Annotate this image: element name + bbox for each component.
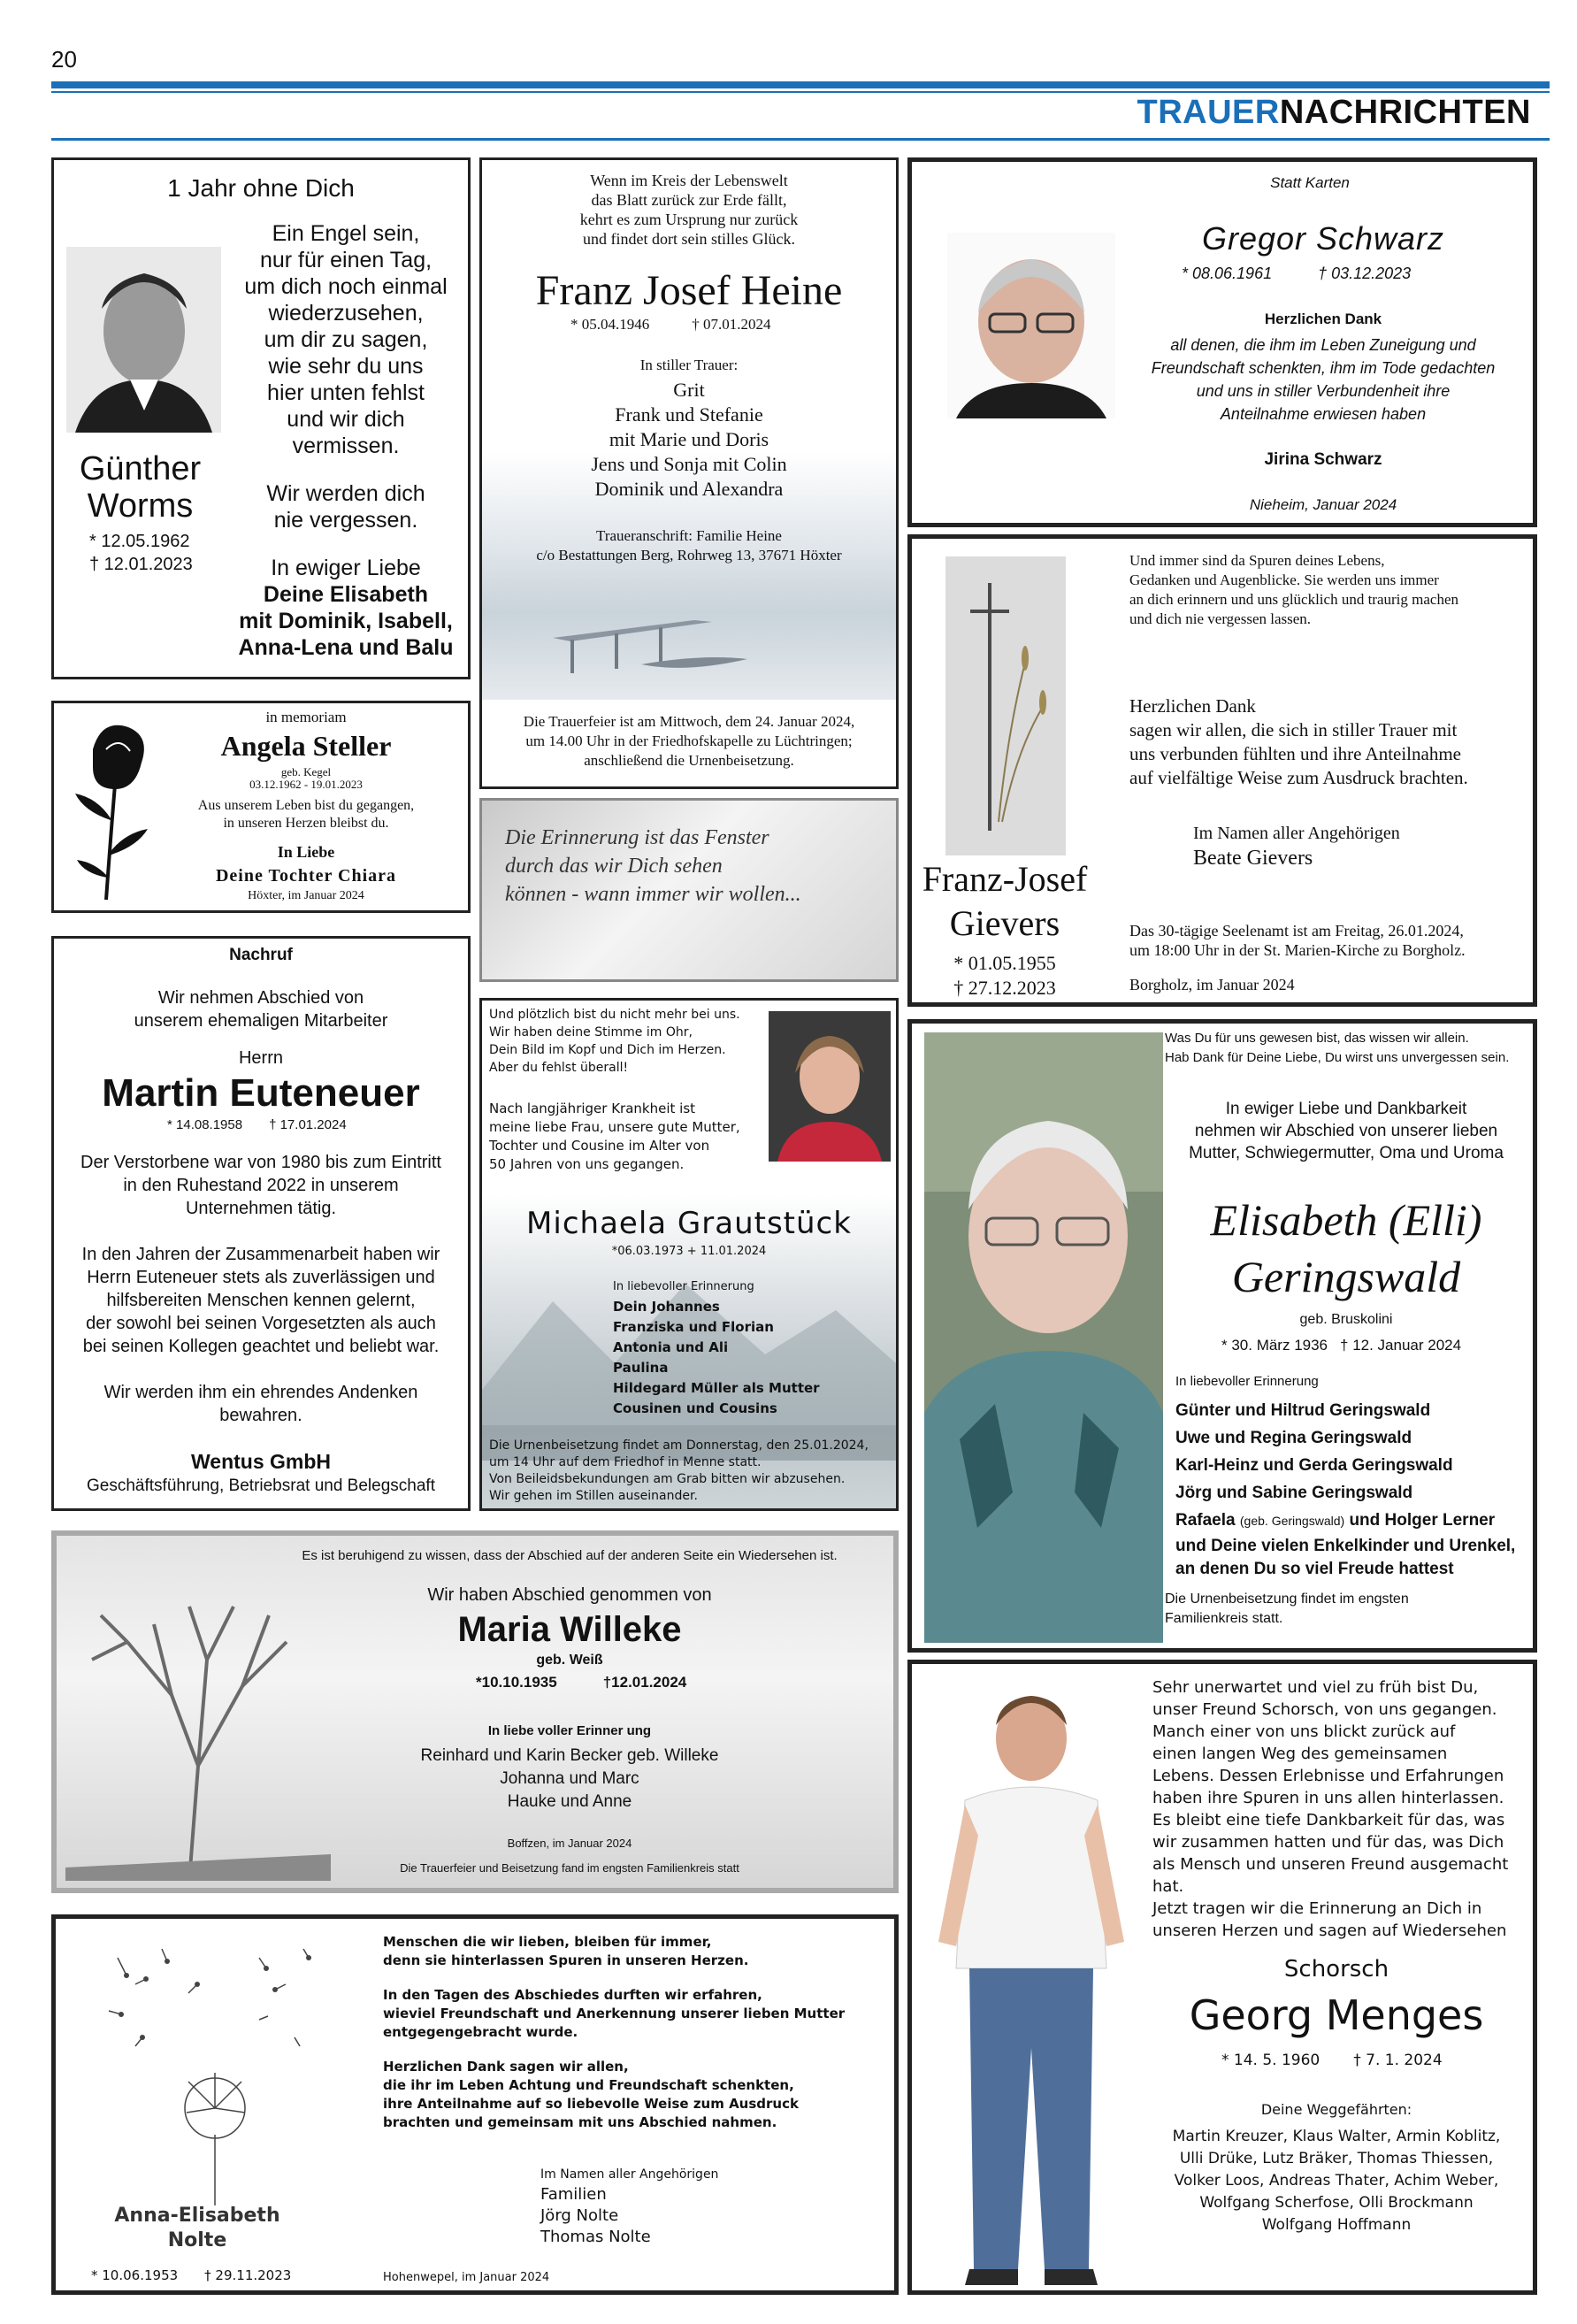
menges-names-line: Wolfgang Hoffmann [1261,2216,1412,2234]
euteneuer-company: Wentus GmbH [190,1450,332,1473]
geringswald-intro-line: Mutter, Schwiegermutter, Oma und Uroma [1189,1144,1504,1162]
nolte-text-line: brachten und gemeinsam mit uns Abschied nahmen. [383,2114,777,2130]
notice-nolte [51,1914,899,2295]
nolte-born: * 10.06.1953 [91,2267,179,2283]
menges-names-line: Volker Loos, Andreas Thater, Achim Weber, [1174,2172,1499,2190]
schwarz-dates [1182,265,1411,283]
grautstueck-text-line: Tochter und Cousine im Alter von [489,1138,710,1154]
grautstueck-text-line: Und plötzlich bist du nicht mehr bei uns. [489,1008,740,1022]
geringswald-photo [924,1032,1163,1643]
grautstueck-text-line: Wir haben deine Stimme im Ohr, [489,1025,693,1039]
menges-text-line: haben ihre Spuren in uns allen hinterlassen. [1152,1789,1504,1807]
nolte-died: † 29.11.2023 [204,2267,292,2283]
geringswald-burial-line: Die Urnenbeisetzung findet im engsten [1165,1592,1409,1607]
grautstueck-photo [769,1011,891,1162]
gievers-text-line: uns verbunden fühlten und ihre Anteilnahme [1129,743,1461,764]
notice-geringswald [907,1019,1537,1653]
menges-text-line: Jetzt tragen wir die Erinnerung an Dich in [1152,1899,1482,1918]
header-rule-bottom [51,138,1550,141]
schwarz-text-line: Anteilnahme erwiesen haben [1220,405,1427,423]
schwarz-died: † 03.12.2023 [1318,265,1412,282]
euteneuer-body-line: bei seinen Kollegen geachtet und beliebt war. [82,1337,440,1356]
heine-born: * 05.04.1946 [570,316,650,333]
worms-poem-line: um dich noch einmal [244,274,448,299]
heine-address-line: Traueranschrift: Familie Heine [596,527,782,544]
willeke-intro: Wir haben Abschied genommen von [427,1585,712,1605]
gievers-born: * 01.05.1955 [953,952,1056,974]
gievers-text-line: sagen wir allen, die sich in stiller Trauer mit [1129,719,1458,740]
nolte-text-line: wieviel Freundschaft und Anerkennung unserer lieben Mutter [383,2006,846,2021]
geringswald-closing: an denen Du so viel Freude hattest [1175,1560,1454,1578]
grautstueck-family-line: Dein Johannes [613,1299,720,1315]
nolte-text-line: Menschen die wir lieben, bleiben für immer, [383,1934,712,1950]
heine-mourning: In stiller Trauer: [639,357,739,373]
worms-died: † 12.01.2023 [89,555,193,574]
worms-poem-line: wiederzusehen, [268,301,424,326]
euteneuer-body [54,1151,468,1427]
worms-poem-line: wie sehr du uns [268,354,424,379]
menges-text-line: hat. [1152,1877,1184,1896]
notice-heine [479,157,899,789]
menges-text-line: Manch einer von uns blickt zurück auf [1152,1722,1456,1741]
header-rule-thin [51,91,1550,93]
nolte-text-line: die ihr im Leben Achtung und Freundschaft schenkten, [383,2077,794,2093]
schwarz-text-line: all denen, die ihm im Leben Zuneigung und [1170,336,1476,354]
worms-born: * 12.05.1962 [89,532,190,551]
gievers-text-line: an dich erinnern und uns glücklich und traurig machen [1129,591,1458,608]
geringswald-burial-line: Familienkreis statt. [1165,1611,1283,1626]
willeke-memory: In liebe voller Erinner ung [487,1723,652,1738]
euteneuer-body-line: In den Jahren der Zusammenarbeit haben wir [81,1245,440,1264]
nolte-family-line: Thomas Nolte [540,2228,651,2246]
willeke-nee: geb. Weiß [536,1653,603,1668]
grautstueck-text-line: Nach langjähriger Krankheit ist [489,1101,696,1116]
grautstueck-text-line: 50 Jahren von uns gegangen. [489,1156,685,1172]
gievers-mass-line: um 18:00 Uhr in der St. Marien-Kirche zu Borgholz. [1129,941,1466,959]
geringswald-family-line: Uwe und Regina Geringswald [1175,1429,1412,1447]
willeke-ceremony: Die Trauerfeier und Beisetzung fand im engsten Familienkreis statt [400,1861,739,1875]
quote-line: durch das wir Dich sehen [505,855,723,878]
worms-name [54,450,226,525]
notice-menges [907,1660,1537,2295]
schwarz-top: Statt Karten [1270,174,1350,191]
geringswald-name [1165,1192,1527,1305]
worms-love: In ewiger Liebe [271,556,421,580]
notice-euteneuer [51,936,471,1511]
quote-line: Die Erinnerung ist das Fenster [505,826,769,849]
euteneuer-intro-line: unserem ehemaligen Mitarbeiter [134,1011,388,1031]
gievers-on-behalf: Im Namen aller Angehörigen [1193,824,1400,843]
willeke-place: Boffzen, im Januar 2024 [507,1837,632,1850]
grautstueck-family-line: Franziska und Florian [613,1319,774,1335]
nolte-family-line: Jörg Nolte [540,2206,619,2225]
heine-jetty-image [482,567,896,700]
heine-ceremony-line: Die Trauerfeier ist am Mittwoch, dem 24. Januar 2024, [523,713,855,730]
section-title-part1: TRAUER [1137,94,1280,131]
geringswald-family [1175,1397,1515,1581]
euteneuer-body-line: der sowohl bei seinen Vorgesetzten als auch [86,1314,436,1333]
heine-address [482,526,896,565]
menges-text-line: wir zusammen hatten und für das, was Dich [1152,1833,1504,1852]
grautstueck-text-line: Dein Bild im Kopf und Dich im Herzen. [489,1043,726,1057]
euteneuer-signers: Geschäftsführung, Betriebsrat und Belegschaft [87,1476,435,1495]
euteneuer-header: Nachruf [229,946,293,964]
schwarz-text [1115,334,1531,426]
worms-poem-line: Wir werden dich [266,481,425,506]
worms-poem-line: vermissen. [292,433,400,458]
notice-worms [51,157,471,679]
grautstueck-family-block [613,1277,820,1419]
worms-header: 1 Jahr ohne Dich [167,174,355,202]
worms-poem-line: hier unten fehlst [267,380,425,405]
nolte-text-line: In den Tagen des Abschiedes durften wir erfahren, [383,1987,762,2003]
nolte-text-line: entgegengebracht wurde. [383,2024,578,2040]
nolte-on-behalf: Im Namen aller Angehörigen [540,2167,719,2182]
geringswald-family-line [1175,1507,1515,1535]
heine-address-line: c/o Bestattungen Berg, Rohrweg 13, 37671 Höxter [536,547,842,564]
grautstueck-name: Michaela Grautstück [526,1206,852,1241]
nolte-name [109,2204,286,2253]
menges-names-line: Wolfgang Scherfose, Olli Brockmann [1199,2194,1474,2212]
schwarz-place: Nieheim, Januar 2024 [1249,496,1397,513]
geringswald-family-line: Günter und Hiltrud Geringswald [1175,1401,1431,1420]
nolte-place: Hohenwepel, im Januar 2024 [383,2271,550,2284]
gievers-last: Gievers [949,903,1060,943]
geringswald-intro-line: nehmen wir Abschied von unserer lieben [1194,1122,1498,1140]
notice-quote [479,798,899,982]
heine-ceremony [482,712,896,771]
gievers-text-line: Und immer sind da Spuren deines Lebens, [1129,552,1385,569]
steller-dates: 03.12.1962 - 19.01.2023 [249,778,363,791]
geringswald-nee: geb. Bruskolini [1299,1312,1393,1327]
menges-names-line: Martin Kreuzer, Klaus Walter, Armin Koblitz, [1172,2128,1501,2145]
grautstueck-text2 [489,1100,740,1174]
gievers-died: † 27.12.2023 [953,977,1056,999]
section-title [1137,94,1531,132]
euteneuer-title: Herrn [238,1048,283,1068]
grautstueck-text-line: Aber du fehlst überall! [489,1061,629,1075]
grautstueck-family-line: Hildegard Müller als Mutter [613,1380,820,1396]
euteneuer-dates [167,1117,347,1132]
worms-poem-line: nie vergessen. [273,508,418,533]
heine-dates [570,316,771,334]
grautstueck-text1 [489,1006,740,1077]
section-title-part2: NACHRICHTEN [1279,94,1531,131]
grautstueck-burial-line: Wir gehen im Stillen auseinander. [489,1489,698,1503]
worms-poem-line: Ein Engel sein, [272,221,420,246]
menges-name: Georg Menges [1189,1991,1484,2039]
gievers-text1 [1129,551,1458,629]
euteneuer-name: Martin Euteneuer [102,1071,420,1115]
nolte-last: Nolte [167,2229,227,2251]
willeke-died: †12.01.2024 [602,1674,687,1691]
notice-gievers [907,534,1537,1007]
steller-text-line: Aus unserem Leben bist du gegangen, [197,798,415,813]
worms-signer: mit Dominik, Isabell, [239,609,453,633]
gievers-mass-line: Das 30-tägige Seelenamt ist am Freitag, 26.01.2024, [1129,922,1464,940]
geringswald-burial [1165,1590,1409,1629]
nolte-first: Anna-Elisabeth [114,2205,280,2227]
grautstueck-burial-line: Von Beileidsbekundungen am Grab bitten wir abzusehen. [489,1472,846,1486]
geringswald-family-line: Jörg und Sabine Geringswald [1175,1484,1413,1502]
euteneuer-intro [54,986,468,1032]
notice-schwarz [907,157,1537,527]
header-rule [51,81,1550,88]
willeke-name: Maria Willeke [457,1610,682,1649]
schwarz-text-line: und uns in stiller Verbundenheit ihre [1196,382,1451,400]
menges-nick: Schorsch [1283,1956,1389,1983]
menges-text-line: als Mensch und unseren Freund ausgemacht [1152,1855,1509,1874]
willeke-top: Es ist beruhigend zu wissen, dass der Abschied auf der anderen Seite ein Wiedersehen ist. [302,1548,838,1563]
grautstueck-family-line: Cousinen und Cousins [613,1400,777,1416]
steller-text-line: in unseren Herzen bleibst du. [223,816,389,831]
menges-names [1142,2126,1531,2236]
geringswald-born: * 30. März 1936 [1221,1337,1328,1354]
steller-signer: Deine Tochter Chiara [215,866,397,886]
geringswald-top [1165,1029,1509,1068]
notice-willeke [51,1530,899,1893]
grautstueck-memory: In liebevoller Erinnerung [613,1280,754,1293]
nolte-text-line: Herzlichen Dank sagen wir allen, [383,2059,629,2075]
worms-signer: Anna-Lena und Balu [238,635,454,660]
grautstueck-family-line: Antonia und Ali [613,1339,729,1355]
steller-nee: geb. Kegel [280,765,332,779]
quote-line: können - wann immer wir wollen... [505,883,801,906]
willeke-family-line: Hauke und Anne [507,1792,632,1811]
heine-poem-line: das Blatt zurück zur Erde fällt, [591,191,787,209]
euteneuer-body-line: Unternehmen tätig. [185,1199,337,1218]
heine-poem [482,171,896,249]
euteneuer-body-line: hilfsbereiten Menschen kennen gelernt, [106,1291,416,1310]
heine-poem-line: und findet dort sein stilles Glück. [583,230,795,248]
heine-family-line: Frank und Stefanie [615,403,763,426]
gievers-signer: Beate Gievers [1193,847,1313,870]
menges-text [1152,1676,1528,1942]
willeke-family-line: Johanna und Marc [500,1769,639,1788]
euteneuer-died: † 17.01.2024 [269,1117,347,1132]
geringswald-memory: In liebevoller Erinnerung [1175,1374,1319,1389]
heine-family-line: Jens und Sonja mit Colin [591,453,787,475]
gievers-mass [1129,921,1466,960]
willeke-born: *10.10.1935 [476,1674,557,1691]
menges-companions: Deine Weggefährten: [1260,2101,1412,2118]
gievers-thanks: Herzlichen Dank [1129,695,1256,717]
menges-died: † 7. 1. 2024 [1353,2052,1443,2069]
worms-last-name: Worms [87,487,194,525]
geringswald-rafaela-rest: und Holger Lerner [1349,1511,1496,1530]
menges-text-line: einen langen Weg des gemeinsamen [1152,1745,1448,1763]
geringswald-top-line: Hab Dank für Deine Liebe, Du wirst uns unvergessen sein. [1165,1050,1510,1065]
schwarz-thanks: Herzlichen Dank [1264,311,1382,327]
gievers-signer-block [1193,822,1400,871]
euteneuer-body-line: Wir werden ihm ein ehrendes Andenken [103,1383,418,1402]
geringswald-rafaela: Rafaela [1175,1511,1236,1530]
grautstueck-burial-line: Die Urnenbeisetzung findet am Donnerstag, den 25.01.2024, [489,1438,869,1453]
menges-names-line: Ulli Drüke, Lutz Bräker, Thomas Thiessen, [1179,2150,1494,2167]
menges-dates [1221,2052,1443,2069]
steller-name: Angela Steller [220,730,392,762]
heine-family-line: Grit [673,379,705,401]
worms-poem [231,220,461,661]
gievers-cross-image [945,556,1066,855]
grautstueck-burial [489,1438,869,1505]
grautstueck-family-line: Paulina [613,1360,669,1376]
menges-text-line: Es bleibt eine tiefe Dankbarkeit für das, was [1152,1811,1505,1829]
worms-signer: Deine Elisabeth [263,582,429,607]
schwarz-photo [947,233,1115,418]
worms-dates [89,530,193,576]
geringswald-rafaela-nee: (geb. Geringswald) [1239,1514,1345,1528]
geringswald-died: † 12. Januar 2024 [1340,1337,1462,1354]
menges-text-line: Sehr unerwartet und viel zu früh bist Du, [1152,1678,1479,1697]
worms-poem-line: nur für einen Tag, [259,248,433,272]
steller-text [151,797,461,832]
heine-died: † 07.01.2024 [692,316,771,333]
willeke-family-line: Reinhard und Karin Becker geb. Willeke [420,1746,719,1765]
worms-poem-line: um dir zu sagen, [264,327,428,352]
steller-place: Höxter, im Januar 2024 [248,889,364,902]
geringswald-intro-line: In ewiger Liebe und Dankbarkeit [1225,1100,1467,1118]
heine-ceremony-line: um 14.00 Uhr in der Friedhofskapelle zu Lüchtringen; [525,732,853,749]
heine-poem-line: Wenn im Kreis der Lebenswelt [590,172,788,189]
notice-steller [51,701,471,913]
notice-grautstueck [479,998,899,1511]
menges-text-line: unseren Herzen und sagen auf Wiedersehen [1152,1921,1507,1940]
gievers-text-line: und dich nie vergessen lassen. [1129,610,1312,627]
heine-family-line: mit Marie und Doris [609,428,769,450]
geringswald-top-line: Was Du für uns gewesen bist, das wissen wir allein. [1165,1031,1469,1046]
page-number: 20 [51,46,77,73]
nolte-text [383,1933,845,2132]
steller-love: In Liebe [277,843,335,861]
schwarz-name: Gregor Schwarz [1201,220,1445,257]
geringswald-name1: Elisabeth (Elli) [1210,1195,1482,1245]
heine-family [482,378,896,502]
willeke-dates [476,1674,686,1691]
rose-icon [66,714,155,904]
euteneuer-born: * 14.08.1958 [167,1117,243,1132]
euteneuer-body-line: Der Verstorbene war von 1980 bis zum Eintritt [80,1153,441,1172]
geringswald-name2: Geringswald [1231,1252,1461,1301]
gievers-thanks-block [1129,694,1468,790]
menges-born: * 14. 5. 1960 [1221,2052,1321,2069]
schwarz-born: * 08.06.1961 [1182,265,1273,282]
geringswald-closing: und Deine vielen Enkelkinder und Urenkel, [1175,1537,1516,1555]
euteneuer-body-line: bewahren. [219,1406,302,1425]
gievers-text-line: Gedanken und Augenblicke. Sie werden uns immer [1129,571,1439,588]
euteneuer-intro-line: Wir nehmen Abschied von [157,988,364,1008]
heine-poem-line: kehrt es zum Ursprung nur zurück [579,211,799,228]
nolte-dates [91,2267,291,2283]
worms-poem-line: und wir dich [287,407,405,432]
geringswald-dates [1221,1337,1461,1354]
nolte-signer-block [540,2165,718,2248]
schwarz-signer: Jirina Schwarz [1264,450,1382,469]
willeke-family [260,1745,879,1814]
gievers-dates [912,951,1098,1001]
geringswald-family-line: Karl-Heinz und Gerda Geringswald [1175,1456,1453,1475]
menges-text-line: unser Freund Schorsch, von uns gegangen. [1152,1700,1497,1719]
grautstueck-text-line: meine liebe Frau, unsere gute Mutter, [489,1119,740,1135]
gievers-text-line: auf vielfältige Weise zum Ausdruck brachten. [1129,767,1468,788]
gievers-first: Franz-Josef [922,859,1088,899]
worms-first-name: Günther [79,450,202,487]
nolte-text-line: ihre Anteilnahme auf so liebevolle Weise zum Ausdruck [383,2096,799,2112]
worms-photo [66,247,221,433]
geringswald-intro [1165,1098,1527,1164]
gievers-name [912,857,1098,946]
nolte-family-line: Familien [540,2185,607,2204]
quote-text [505,824,801,909]
euteneuer-body-line: Herrn Euteneuer stets als zuverlässigen und [87,1268,435,1287]
menges-text-line: Lebens. Dessen Erlebnisse und Erfahrungen [1152,1767,1504,1785]
dandelion-image [82,1931,348,2205]
heine-ceremony-line: anschließend die Urnenbeisetzung. [584,752,794,769]
grautstueck-dates: *06.03.1973 + 11.01.2024 [611,1245,767,1258]
nolte-text-line: denn sie hinterlassen Spuren in unseren Herzen. [383,1952,749,1968]
steller-top: in memoriam [265,709,347,725]
grautstueck-burial-line: um 14 Uhr auf dem Friedhof in Menne statt. [489,1455,762,1469]
heine-family-line: Dominik und Alexandra [594,478,784,500]
schwarz-text-line: Freundschaft schenkten, ihm im Tode gedachten [1151,359,1496,377]
menges-photo [930,1676,1133,2287]
heine-name: Franz Josef Heine [535,267,843,314]
euteneuer-body-line: in den Ruhestand 2022 in unserem [123,1176,399,1195]
gievers-place: Borgholz, im Januar 2024 [1129,976,1295,993]
